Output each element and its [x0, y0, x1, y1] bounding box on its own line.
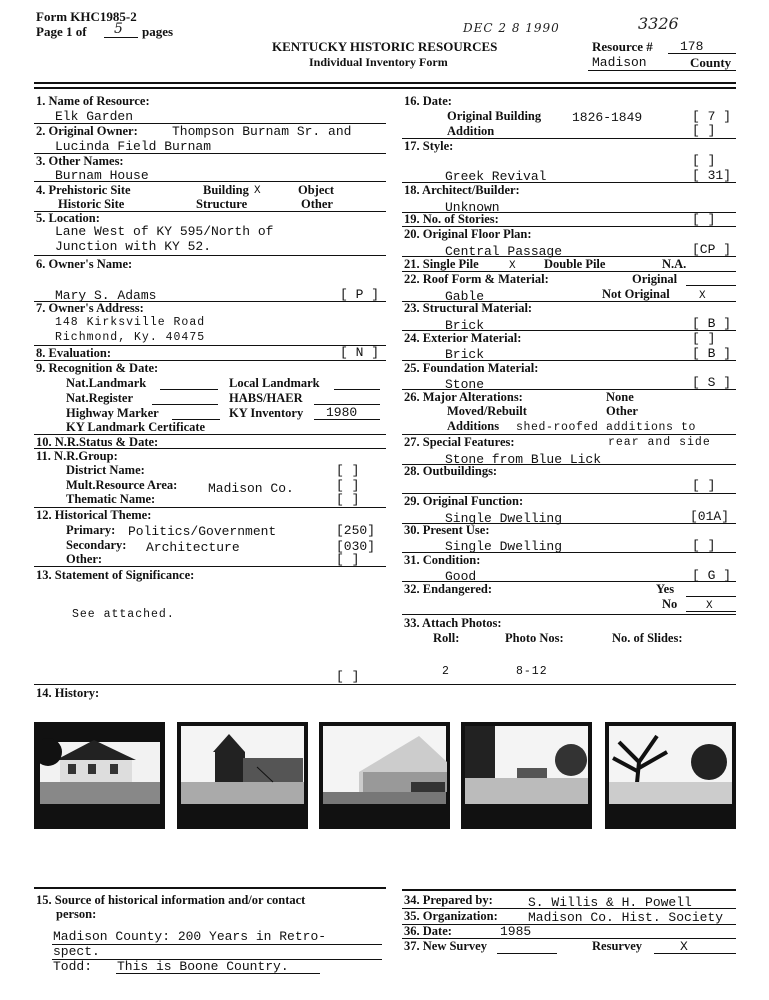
- photo-4: [461, 722, 592, 829]
- form-title: KENTUCKY HISTORIC RESOURCES: [272, 39, 498, 54]
- f13-bracket: [ ]: [336, 669, 360, 684]
- f22-label: 22. Roof Form & Material:: [404, 272, 549, 286]
- f15-value-a: Madison County: 200 Years in Retro-: [53, 929, 327, 944]
- f11-mult-bracket: [ ]: [336, 478, 360, 493]
- f24-value: Brick: [445, 347, 485, 362]
- f23-code: [ B ]: [692, 316, 732, 331]
- f9-natlandmark: Nat.Landmark: [66, 376, 147, 390]
- f9-natregister: Nat.Register: [66, 391, 133, 405]
- photo-2: [177, 722, 308, 829]
- f6-value: Mary S. Adams: [55, 288, 157, 303]
- f9-highway: Highway Marker: [66, 406, 159, 420]
- f17-label: 17. Style:: [404, 139, 454, 153]
- f25-code: [ S ]: [692, 375, 732, 390]
- f9-habs: HABS/HAER: [229, 391, 303, 405]
- f9-kycert: KY Landmark Certificate: [66, 420, 206, 434]
- f11-district-bracket: [ ]: [336, 463, 360, 478]
- f32-no: No: [662, 597, 678, 611]
- f26-value-a: shed-roofed additions to: [516, 421, 697, 434]
- f15-value-c-prefix: Todd:: [53, 959, 93, 974]
- f16-addition-bracket: [ ]: [692, 123, 716, 138]
- f1-label: 1. Name of Resource:: [36, 94, 150, 108]
- f12-secondary-code: [030]: [336, 539, 376, 554]
- f26-none: None: [606, 390, 634, 404]
- f9-kyinventory-value: 1980: [326, 405, 358, 420]
- f27-value: Stone from Blue Lick: [445, 452, 602, 467]
- f7-label: 7. Owner's Address:: [36, 301, 144, 315]
- f15-value-b: spect.: [53, 944, 100, 959]
- f36-label: 36. Date:: [404, 924, 452, 938]
- f20-value: Central Passage: [445, 244, 563, 259]
- f12-primary-code: [250]: [336, 523, 376, 538]
- f30-value: Single Dwelling: [445, 539, 563, 554]
- f37-label: 37. New Survey: [404, 939, 487, 953]
- f31-value: Good: [445, 569, 477, 584]
- f22-notoriginal: Not Original: [602, 287, 670, 301]
- f21-mark: X: [509, 260, 516, 272]
- photo-3: [319, 722, 450, 829]
- f24-code: [ B ]: [692, 346, 732, 361]
- f6-code: [ P ]: [340, 287, 380, 302]
- f8-label: 8. Evaluation:: [36, 346, 112, 360]
- f12-secondary-value: Architecture: [146, 540, 240, 555]
- f15-label-a: 15. Source of historical information and/or contact: [36, 893, 306, 907]
- f3-label: 3. Other Names:: [36, 154, 124, 168]
- f15-label-b: person:: [56, 907, 97, 921]
- f17-code: [ 31]: [692, 168, 732, 183]
- f20-code: [CP ]: [692, 242, 732, 257]
- f20-label: 20. Original Floor Plan:: [404, 227, 532, 241]
- f4-label-b: Historic Site: [58, 197, 125, 211]
- f17-bracket: [ ]: [692, 153, 716, 168]
- f18-label: 18. Architect/Builder:: [404, 183, 520, 197]
- photo-5: [605, 722, 736, 829]
- form-subtitle: Individual Inventory Form: [309, 55, 448, 69]
- f30-label: 30. Present Use:: [404, 523, 490, 537]
- f23-label: 23. Structural Material:: [404, 301, 533, 315]
- f21-double: Double Pile: [544, 257, 606, 271]
- f31-label: 31. Condition:: [404, 553, 481, 567]
- f18-value: Unknown: [445, 200, 500, 215]
- f4-structure: Structure: [196, 197, 248, 211]
- f1-value: Elk Garden: [55, 109, 134, 124]
- f2-value-a: Thompson Burnam Sr. and: [172, 124, 352, 139]
- f24-bracket: [ ]: [692, 331, 716, 346]
- f30-bracket: [ ]: [692, 538, 716, 553]
- f11-label: 11. N.R.Group:: [36, 449, 118, 463]
- f14-label: 14. History:: [36, 686, 100, 700]
- f36-value: 1985: [500, 924, 532, 939]
- f26-value-b: rear and side: [608, 436, 711, 449]
- f22-value: Gable: [445, 289, 485, 304]
- page-suffix: pages: [142, 24, 174, 39]
- f26-label: 26. Major Alterations:: [404, 390, 523, 404]
- f16-orig-code: [ 7 ]: [692, 109, 732, 124]
- f16-orig: Original Building: [447, 109, 542, 123]
- f15-value-c: This is Boone Country.: [117, 959, 289, 974]
- f28-label: 28. Outbuildings:: [404, 464, 498, 478]
- f21-label: 21. Single Pile: [404, 257, 479, 271]
- f27-label: 27. Special Features:: [404, 435, 515, 449]
- stamp-date: DEC 2 8 1990: [463, 21, 560, 35]
- f19-label: 19. No. of Stories:: [404, 212, 499, 226]
- f4-building-mark: X: [254, 185, 261, 197]
- f34-label: 34. Prepared by:: [404, 893, 493, 907]
- f16-addition: Addition: [447, 124, 495, 138]
- f4-label-a: 4. Prehistoric Site: [36, 183, 131, 197]
- f7-value-b: Richmond, Ky. 40475: [55, 331, 206, 344]
- f6-label: 6. Owner's Name:: [36, 257, 133, 271]
- f37-mark: X: [680, 939, 688, 954]
- f12-secondary: Secondary:: [66, 538, 127, 552]
- f26-other: Other: [606, 404, 638, 418]
- form-id: Form KHC1985-2: [36, 9, 137, 24]
- f12-label: 12. Historical Theme:: [36, 508, 152, 522]
- f32-mark: X: [706, 600, 713, 612]
- f11-mult: Mult.Resource Area:: [66, 478, 178, 492]
- f12-primary: Primary:: [66, 523, 116, 537]
- f25-value: Stone: [445, 377, 485, 392]
- f3-value: Burnam House: [55, 168, 149, 183]
- f4-other: Other: [301, 197, 333, 211]
- f13-value: See attached.: [72, 608, 175, 621]
- county-label: County: [690, 55, 732, 70]
- f29-label: 29. Original Function:: [404, 494, 524, 508]
- f5-value-b: Junction with KY 52.: [55, 239, 212, 254]
- f4-object: Object: [298, 183, 335, 197]
- handwritten-number: 3326: [638, 14, 679, 33]
- f35-label: 35. Organization:: [404, 909, 498, 923]
- f22-original: Original: [632, 272, 678, 286]
- f11-thematic: Thematic Name:: [66, 492, 156, 506]
- f5-label: 5. Location:: [36, 211, 100, 225]
- f26-moved: Moved/Rebuilt: [447, 404, 527, 418]
- county-name: Madison: [592, 55, 647, 70]
- f33-roll: Roll:: [433, 631, 460, 645]
- f12-primary-value: Politics/Government: [128, 524, 277, 539]
- f21-na: N.A.: [662, 257, 687, 271]
- f24-label: 24. Exterior Material:: [404, 331, 522, 345]
- f12-other-bracket: [ ]: [336, 552, 360, 567]
- f4-building: Building: [203, 183, 249, 197]
- f8-code: [ N ]: [340, 345, 380, 360]
- f31-code: [ G ]: [692, 568, 732, 583]
- page-total: 5: [114, 21, 123, 37]
- f9-label: 9. Recognition & Date:: [36, 361, 159, 375]
- f17-value: Greek Revival: [445, 169, 547, 184]
- f22-mark: X: [699, 290, 706, 302]
- f29-value: Single Dwelling: [445, 511, 563, 526]
- f35-value: Madison Co. Hist. Society: [528, 910, 724, 925]
- f19-bracket: [ ]: [692, 212, 716, 227]
- f11-thematic-bracket: [ ]: [336, 492, 360, 507]
- f5-value-a: Lane West of KY 595/North of: [55, 224, 274, 239]
- f10-label: 10. N.R.Status & Date:: [36, 435, 159, 449]
- f9-locallandmark: Local Landmark: [229, 376, 320, 390]
- photo-1: [34, 722, 165, 829]
- f26-additions: Additions: [447, 419, 500, 433]
- f29-code: [01A]: [690, 509, 730, 524]
- f2-label: 2. Original Owner:: [36, 124, 138, 138]
- f28-bracket: [ ]: [692, 478, 716, 493]
- f16-orig-value: 1826-1849: [572, 110, 643, 125]
- f7-value-a: 148 Kirksville Road: [55, 316, 206, 329]
- page-prefix: Page 1 of: [36, 24, 87, 39]
- resource-number: 178: [680, 39, 704, 54]
- f37-resurvey: Resurvey: [592, 939, 642, 953]
- f33-slides: No. of Slides:: [612, 631, 683, 645]
- f34-value: S. Willis & H. Powell: [528, 895, 692, 910]
- f2-value-b: Lucinda Field Burnam: [55, 139, 212, 154]
- f33-photonos: Photo Nos:: [505, 631, 564, 645]
- f33-label: 33. Attach Photos:: [404, 616, 502, 630]
- f12-other: Other:: [66, 552, 103, 566]
- f25-label: 25. Foundation Material:: [404, 361, 539, 375]
- f11-mult-value: Madison Co.: [208, 481, 294, 496]
- resource-label: Resource #: [592, 39, 653, 54]
- f16-label: 16. Date:: [404, 94, 452, 108]
- f33-roll-value: 2: [442, 665, 450, 678]
- f11-district: District Name:: [66, 463, 145, 477]
- f23-value: Brick: [445, 318, 485, 333]
- f13-label: 13. Statement of Significance:: [36, 568, 195, 582]
- f32-yes: Yes: [656, 582, 675, 596]
- f32-label: 32. Endangered:: [404, 582, 492, 596]
- f33-photonos-value: 8-12: [516, 665, 548, 678]
- f9-kyinventory: KY Inventory: [229, 406, 304, 420]
